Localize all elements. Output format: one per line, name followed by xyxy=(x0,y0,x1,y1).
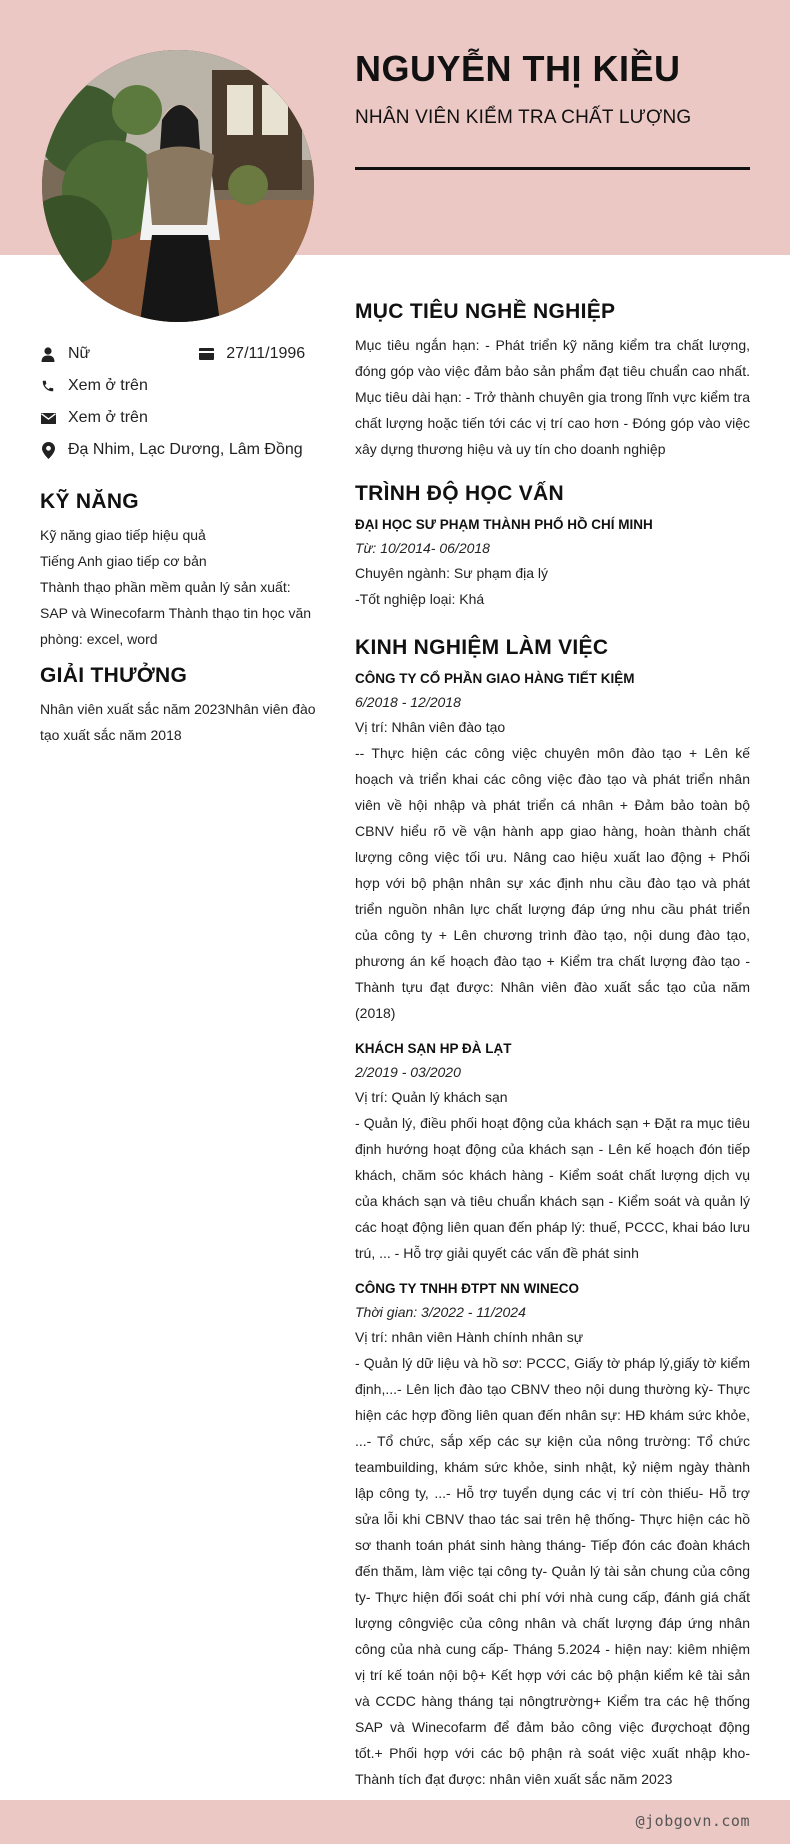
contact-address xyxy=(40,434,330,466)
person-icon xyxy=(40,346,56,362)
skill-line: Thành thạo phần mềm quản lý sản xuất: xyxy=(40,579,291,595)
site-watermark: @jobgovn.com xyxy=(635,1812,750,1830)
title-divider xyxy=(355,167,750,170)
profile-photo xyxy=(42,50,314,322)
education-period: Từ: 10/2014- 06/2018 xyxy=(355,540,490,556)
skill-line: SAP và Winecofarm Thành thạo tin học văn xyxy=(40,605,312,621)
left-column xyxy=(40,338,330,748)
job-entry xyxy=(355,668,750,1026)
education-major: Chuyên ngành: Sư phạm địa lý xyxy=(355,565,549,581)
job-company: CÔNG TY CỔ PHẦN GIAO HÀNG TIẾT KIỆM xyxy=(355,671,635,686)
awards-list xyxy=(40,696,330,748)
job-position: Vị trí: Quản lý khách sạn xyxy=(355,1089,508,1105)
address-value: Đạ Nhim, Lạc Dương, Lâm Đồng xyxy=(68,441,303,458)
job-entry xyxy=(355,1038,750,1266)
awards-heading: GIẢI THƯỞNG xyxy=(40,664,188,687)
job-position: Vị trí: nhân viên Hành chính nhân sự xyxy=(355,1329,584,1345)
birthday-card-icon xyxy=(198,346,214,362)
education-heading: TRÌNH ĐỘ HỌC VẤN xyxy=(355,482,564,505)
skill-line: Tiếng Anh giao tiếp cơ bản xyxy=(40,553,207,569)
location-pin-icon xyxy=(40,442,56,458)
objective-text: Mục tiêu ngắn hạn: - Phát triển kỹ năng kiểm tra chất lượng, đóng góp vào việc đảm bảo sản phẩm đạt tiêu chuẩn cao nhất. Mục tiêu dài hạn: - Trở thành chuyên gia trong lĩnh vực kiểm tra chất lượng hoặc tiến tới các vị trí cao hơn - Đóng góp vào việc xây dựng thương hiệu và uy tín cho doanh nghiệp xyxy=(355,337,750,457)
experience-section xyxy=(355,636,750,1792)
job-position: Vị trí: Nhân viên đào tạo xyxy=(355,719,506,735)
experience-heading: KINH NGHIỆM LÀM VIỆC xyxy=(355,636,609,659)
objective-section xyxy=(355,300,750,462)
phone-value: Xem ở trên xyxy=(68,377,148,394)
education-grade: -Tốt nghiệp loại: Khá xyxy=(355,591,485,607)
birthday-value: 27/11/1996 xyxy=(226,345,306,362)
skill-line: Kỹ năng giao tiếp hiệu quả xyxy=(40,527,206,543)
job-company: CÔNG TY TNHH ĐTPT NN WINECO xyxy=(355,1281,579,1296)
contact-phone xyxy=(40,370,330,402)
email-value: Xem ở trên xyxy=(68,409,148,426)
mail-icon xyxy=(40,410,56,426)
job-description: - Quản lý, điều phối hoạt động của khách sạn + Đặt ra mục tiêu định hướng hoạt động của khách sạn - Lên kế hoạch đón tiếp khách, chăm sóc khách hàng - Kiểm soát chất lượng dịch vụ của khách sạn và tiêu chuẩn khách sạn - Kiểm soát và quản lý các hoạt động liên quan đến pháp lý: thuế, PCCC, khai báo lưu trú, ... - Hỗ trợ giải quyết các vấn đề phát sinh xyxy=(355,1115,750,1261)
skill-line: phòng: excel, word xyxy=(40,631,158,647)
skills-list xyxy=(40,522,330,652)
contact-email xyxy=(40,402,330,434)
award-line: tạo xuất sắc năm 2018 xyxy=(40,727,182,743)
skills-heading: KỸ NĂNG xyxy=(40,490,139,513)
school-name: ĐẠI HỌC SƯ PHẠM THÀNH PHỐ HỒ CHÍ MINH xyxy=(355,517,653,532)
job-entry xyxy=(355,1278,750,1792)
job-description: - Quản lý dữ liệu và hồ sơ: PCCC, Giấy tờ pháp lý,giấy tờ kiểm định,...- Lên lịch đào tạo CBNV theo nội dung thường kỳ- Thực hiện các hợp đồng liên quan đến nhân sự: HĐ khám sức khỏe, ...- Tổ chức, sắp xếp các sự kiện của nông trường: Tổ chức teambuilding, khám sức khỏe, sinh nhật, kỷ niệm ngày thành lập công ty, ...- Hỗ trợ tuyển dụng các vị trí còn thiếu- Hỗ trợ sửa lỗi khi CBNV thao tác sai trên hệ thống- Thực hiện các hồ sơ thanh toán phát sinh hàng tháng- Tiếp đón các đoàn khách đến thăm, làm việc tại công ty- Quản lý tài sản chung của công ty- Thực hiện đối soát chi phí với nhà cung cấp, đánh giá chất lượng côngviệc của công nhân và chất lượng đáp ứng nhân công của nhà cung cấp- Tháng 5.2024 - hiện nay: kiêm nhiệm vị trí kế toán nội bộ+ Kết hợp với các bộ phận kiểm kê tài sản và CCDC hàng tháng tại nôngtrường+ Kiểm tra các hệ thống SAP và Winecofarm để đảm bảo công việc đượchoạt động tốt.+ Phối hợp với các bộ phận rà soát việc xuất nhập kho- Thành tích đạt được: nhân viên xuất sắc năm 2023 xyxy=(355,1355,750,1787)
job-period: 2/2019 - 03/2020 xyxy=(355,1064,461,1080)
education-section xyxy=(355,482,750,612)
contact-gender-birthday xyxy=(40,338,330,370)
job-description: -- Thực hiện các công việc chuyên môn đào tạo + Lên kế hoạch và triển khai các công việc đào tạo và phát triển nhân viên về hội nhập và phát triển cá nhân + Đảm bảo toàn bộ CBNV hiểu rõ về vận hành app giao hàng, hoàn thành chất lượng công việc tối ưu. Nâng cao hiệu xuất lao động + Phối hợp với bộ phận nhân sự xác định nhu cầu đào tạo và phát triển nguồn nhân lực chất lượng đáp ứng nhu cầu phát triển của công ty + Lên chương trình đào tạo, nội dung đào tạo, phương án kế hoạch đào tạo + Kiểm tra chất lượng đào tạo - Thành tựu đạt được: Nhân viên đào xuất sắc tạo của năm (2018) xyxy=(355,745,750,1021)
candidate-name: NGUYỄN THỊ KIỀU xyxy=(355,48,681,89)
job-period: Thời gian: 3/2022 - 11/2024 xyxy=(355,1304,526,1320)
phone-icon xyxy=(40,378,56,394)
job-period: 6/2018 - 12/2018 xyxy=(355,694,461,710)
job-company: KHÁCH SẠN HP ĐÀ LẠT xyxy=(355,1041,512,1056)
gender-value: Nữ xyxy=(68,345,91,362)
award-line: Nhân viên xuất sắc năm 2023Nhân viên đào xyxy=(40,701,316,717)
objective-heading: MỤC TIÊU NGHỀ NGHIỆP xyxy=(355,300,616,323)
job-title: NHÂN VIÊN KIỂM TRA CHẤT LƯỢNG xyxy=(355,107,692,128)
